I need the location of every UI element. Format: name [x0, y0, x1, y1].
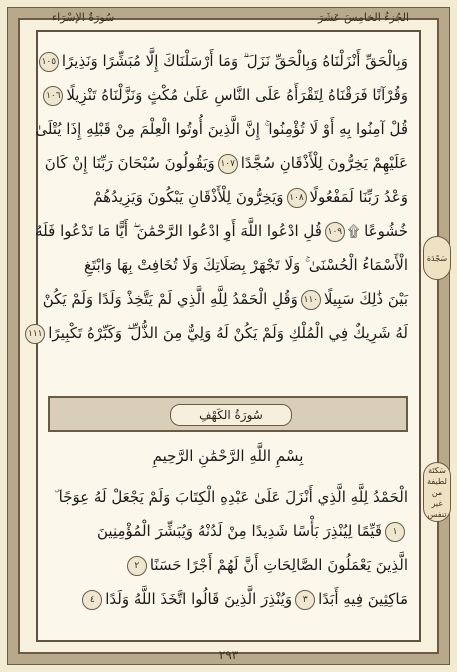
ayah-number: ١٠٦ — [43, 86, 63, 106]
ayah-number: ١٠٧ — [218, 154, 238, 174]
verse-line: ١قَيِّمًا لِيُنْذِرَ بَأْسًا شَدِيدًا مِنْ لَدُنْهُ وَيُبَشِّرَ الْمُؤْمِنِينَ — [48, 514, 408, 548]
ayah-number: ٢ — [127, 556, 147, 576]
ayah-number: ١٠٩ — [325, 222, 345, 242]
ayah-number: ١١١ — [25, 324, 45, 344]
verse-line: لَهُ شَرِيكٌ فِي الْمُلْكِ وَلَمْ يَكُنْ لَهُ وَلِيٌّ مِنَ الذُّلِّ ۖ وَكَبِّرْهُ تَكْبِيرًا١١١ — [48, 316, 408, 350]
verse-line: مَاكِثِينَ فِيهِ أَبَدًا٣وَيُنْذِرَ الَّذِينَ قَالُوا اتَّخَذَ اللَّهُ وَلَدًا٤ — [48, 582, 408, 616]
page-header — [0, 10, 457, 28]
ayah-number: ١٠٥ — [39, 52, 59, 72]
verse-line: وَقُرْآنًا فَرَقْنَاهُ لِتَقْرَأَهُ عَلَى النَّاسِ عَلَىٰ مُكْثٍ وَنَزَّلْنَاهُ تَنْزِيلًا١٠٦ — [48, 78, 408, 112]
saktah-marker: سَكتَة لطيفة من غير تنفس — [423, 462, 451, 522]
verse-line: الْحَمْدُ لِلَّهِ الَّذِي أَنْزَلَ عَلَىٰ عَبْدِهِ الْكِتَابَ وَلَمْ يَجْعَلْ لَهُ عِوَجًا ۜ — [54, 488, 408, 506]
sajdah-marker: سَجْدَة — [423, 236, 451, 280]
verse-line: الْأَسْمَاءُ الْحُسْنَىٰ ۚ وَلَا تَجْهَرْ بِصَلَاتِكَ وَلَا تُخَافِتْ بِهَا وَابْتَغِ — [84, 256, 408, 274]
ayah-number: ٣ — [295, 590, 315, 610]
verse-line: وَعْدُ رَبِّنَا لَمَفْعُولًا١٠٨وَيَخِرُّونَ لِلْأَذْقَانِ يَبْكُونَ وَيَزِيدُهُمْ — [93, 188, 408, 206]
verse-line: وَبِالْحَقِّ أَنْزَلْنَاهُ وَبِالْحَقِّ نَزَلَ ۗ وَمَا أَرْسَلْنَاكَ إِلَّا مُبَشِّرًا وَنَذِيرًا١٠٥ — [48, 44, 408, 78]
surah-header-title: سُورَةُ الإسْرَاء — [52, 11, 115, 24]
surah-title: سُورَةُ الكَهْفِ — [170, 404, 292, 426]
verses-bottom — [48, 480, 408, 616]
verse-line: بَيْنَ ذَٰلِكَ سَبِيلًا١١٠وَقُلِ الْحَمْدُ لِلَّهِ الَّذِي لَمْ يَتَّخِذْ وَلَدًا وَلَمْ يَكُنْ — [42, 290, 408, 308]
ayah-number: ١٠٨ — [287, 188, 307, 208]
verse-line: عَلَيْهِمْ يَخِرُّونَ لِلْأَذْقَانِ سُجَّدًا١٠٧وَيَقُولُونَ سُبْحَانَ رَبِّنَا إِنْ كَانَ — [44, 154, 408, 172]
ayah-number: ١١٠ — [301, 290, 321, 310]
surah-banner — [48, 396, 408, 432]
juz-title: الجُزءُ الخامِسَ عَشَرَ — [318, 11, 409, 24]
page-number: ٢٩٣ — [218, 648, 239, 662]
verse-line: خُشُوعًا ۩١٠٩قُلِ ادْعُوا اللَّهَ أَوِ ادْعُوا الرَّحْمَٰنَ ۖ أَيًّا مَا تَدْعُوا فَلَهُ — [35, 222, 408, 240]
ayah-number: ١ — [385, 522, 405, 542]
verse-line: قُلْ آمِنُوا بِهِ أَوْ لَا تُؤْمِنُوا ۚ إِنَّ الَّذِينَ أُوتُوا الْعِلْمَ مِنْ قَبْلِهِ إِذَا يُتْلَىٰ — [35, 120, 408, 138]
verses-top — [28, 44, 408, 350]
basmala: بِسْمِ اللَّهِ الرَّحْمَٰنِ الرَّحِيمِ — [152, 447, 304, 465]
ayah-number: ٤ — [82, 590, 102, 610]
verse-line: الَّذِينَ يَعْمَلُونَ الصَّالِحَاتِ أَنَّ لَهُمْ أَجْرًا حَسَنًا٢ — [48, 548, 408, 582]
